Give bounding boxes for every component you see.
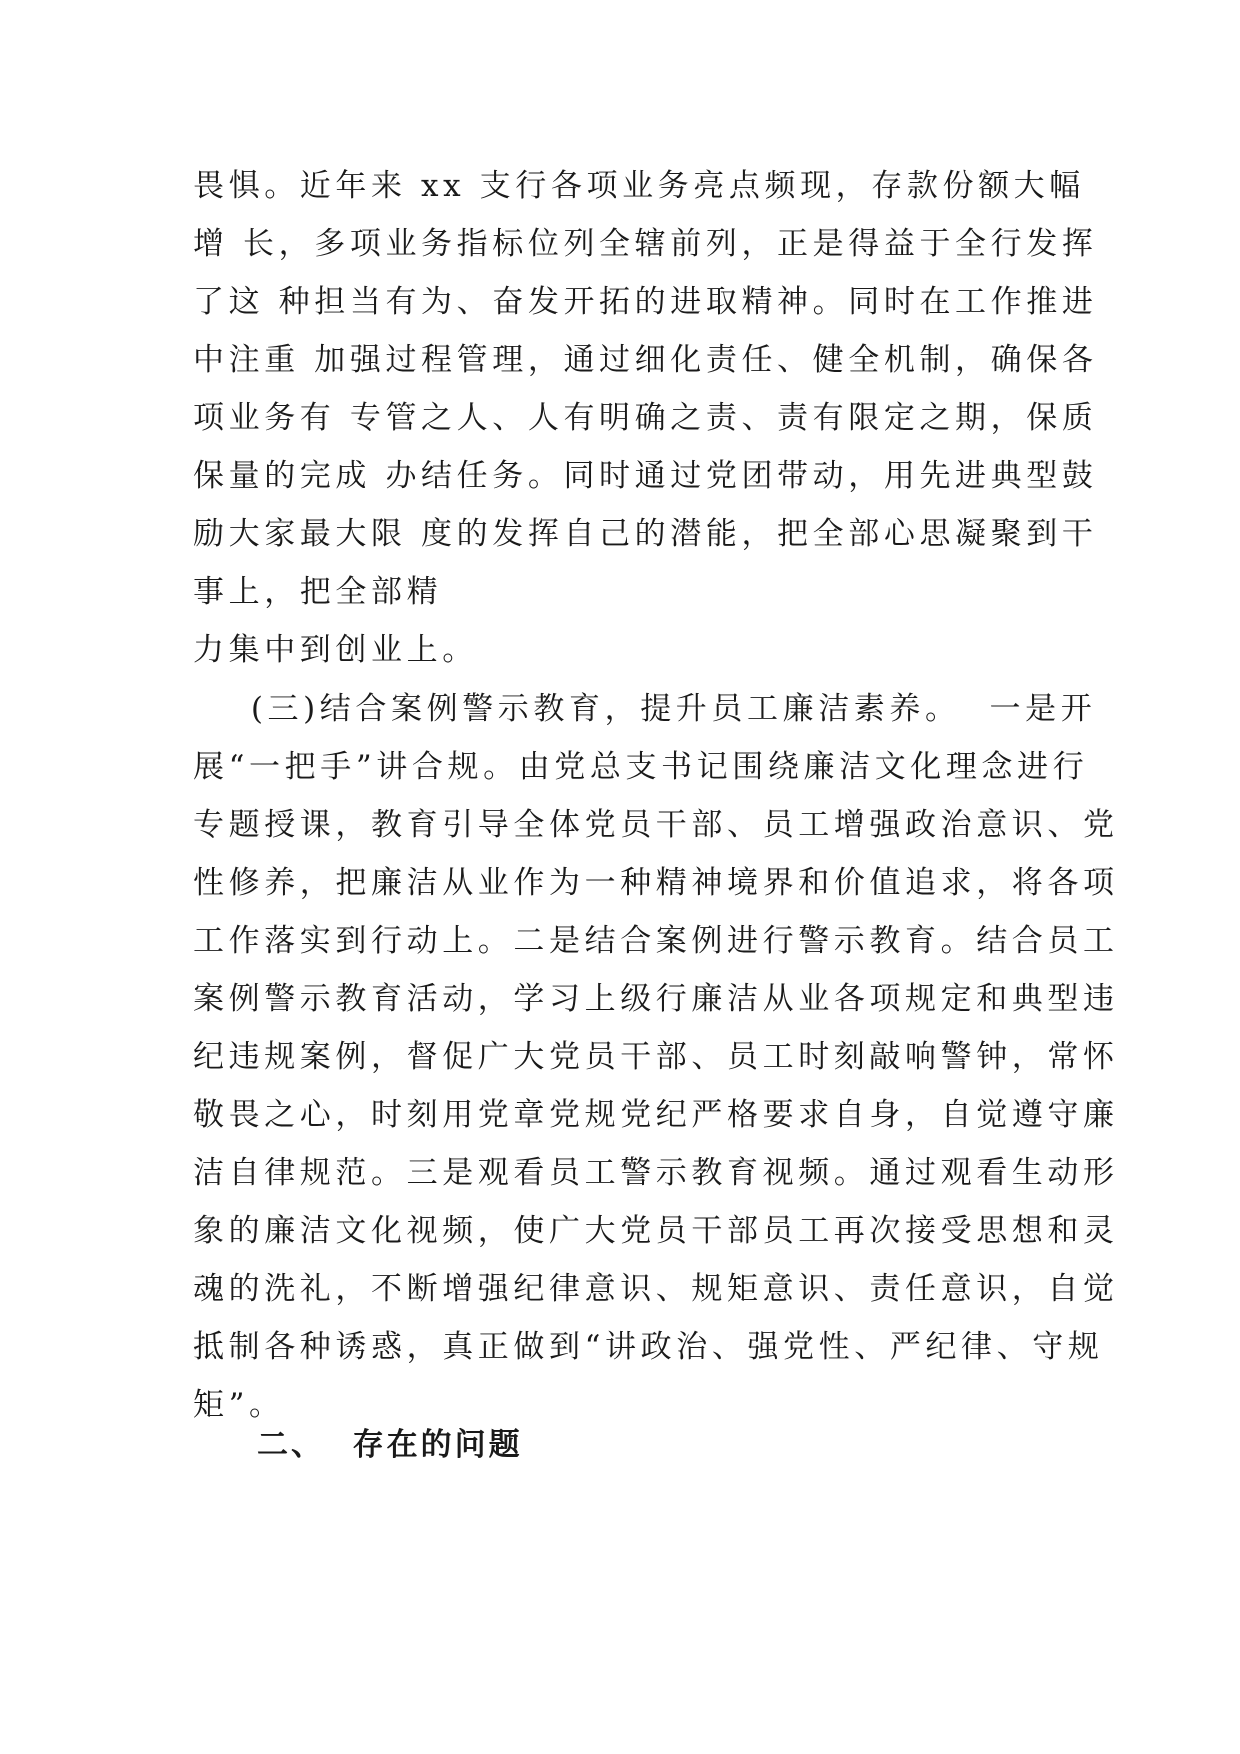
paragraph-line: 性修养，把廉洁从业作为一种精神境界和价值追求，将各项 <box>193 865 1119 901</box>
paragraph-line: 力集中到创业上。 <box>193 632 478 668</box>
paragraph-line: 魂的洗礼，不断增强纪律意识、规矩意识、责任意识，自觉 <box>193 1271 1119 1307</box>
paragraph-case-warning-education <box>193 680 1119 1434</box>
paragraph-line: 展“一把手”讲合规。由党总支书记围绕廉洁文化理念进行 <box>193 749 1089 785</box>
paragraph-line: (三)结合案例警示教育，提升员工廉洁素养。 一是开 <box>193 691 1097 727</box>
paragraph-line: 励大家最大限 度的发挥自己的潜能，把全部心思凝聚到干 <box>193 516 1098 552</box>
paragraph-line: 敬畏之心，时刻用党章党规党纪严格要求自身，自觉遵守廉 <box>193 1097 1119 1133</box>
paragraph-line: 保量的完成 办结任务。同时通过党团带动，用先进典型鼓 <box>193 458 1098 494</box>
paragraph-line: 矩”。 <box>193 1387 285 1423</box>
paragraph-line: 抵制各种诱惑，真正做到“讲政治、强党性、严纪律、守规 <box>193 1329 1104 1365</box>
paragraph-line: 案例警示教育活动，学习上级行廉洁从业各项规定和典型违 <box>193 981 1119 1017</box>
paragraph-line: 纪违规案例，督促广大党员干部、员工时刻敲响警钟，常怀 <box>193 1039 1119 1075</box>
paragraph-work-progress <box>193 157 1098 679</box>
paragraph-line: 工作落实到行动上。二是结合案例进行警示教育。结合员工 <box>193 923 1119 959</box>
paragraph-line: 中注重 加强过程管理，通过细化责任、健全机制，确保各 <box>193 342 1098 378</box>
paragraph-line: 事上，把全部精 <box>193 574 443 610</box>
paragraph-line: 了这 种担当有为、奋发开拓的进取精神。同时在工作推进 <box>193 284 1098 320</box>
paragraph-line: 专题授课，教育引导全体党员干部、员工增强政治意识、党 <box>193 807 1119 843</box>
paragraph-line: 增 长，多项业务指标位列全辖前列，正是得益于全行发挥 <box>193 226 1098 262</box>
paragraph-line: 象的廉洁文化视频，使广大党员干部员工再次接受思想和灵 <box>193 1213 1119 1249</box>
section-heading: 二、 存在的问题 <box>257 1427 523 1463</box>
paragraph-line: 洁自律规范。三是观看员工警示教育视频。通过观看生动形 <box>193 1155 1119 1191</box>
paragraph-line: 项业务有 专管之人、人有明确之责、责有限定之期，保质 <box>193 400 1098 436</box>
paragraph-line: 畏惧。近年来 xx 支行各项业务亮点频现，存款份额大幅 <box>193 168 1085 204</box>
